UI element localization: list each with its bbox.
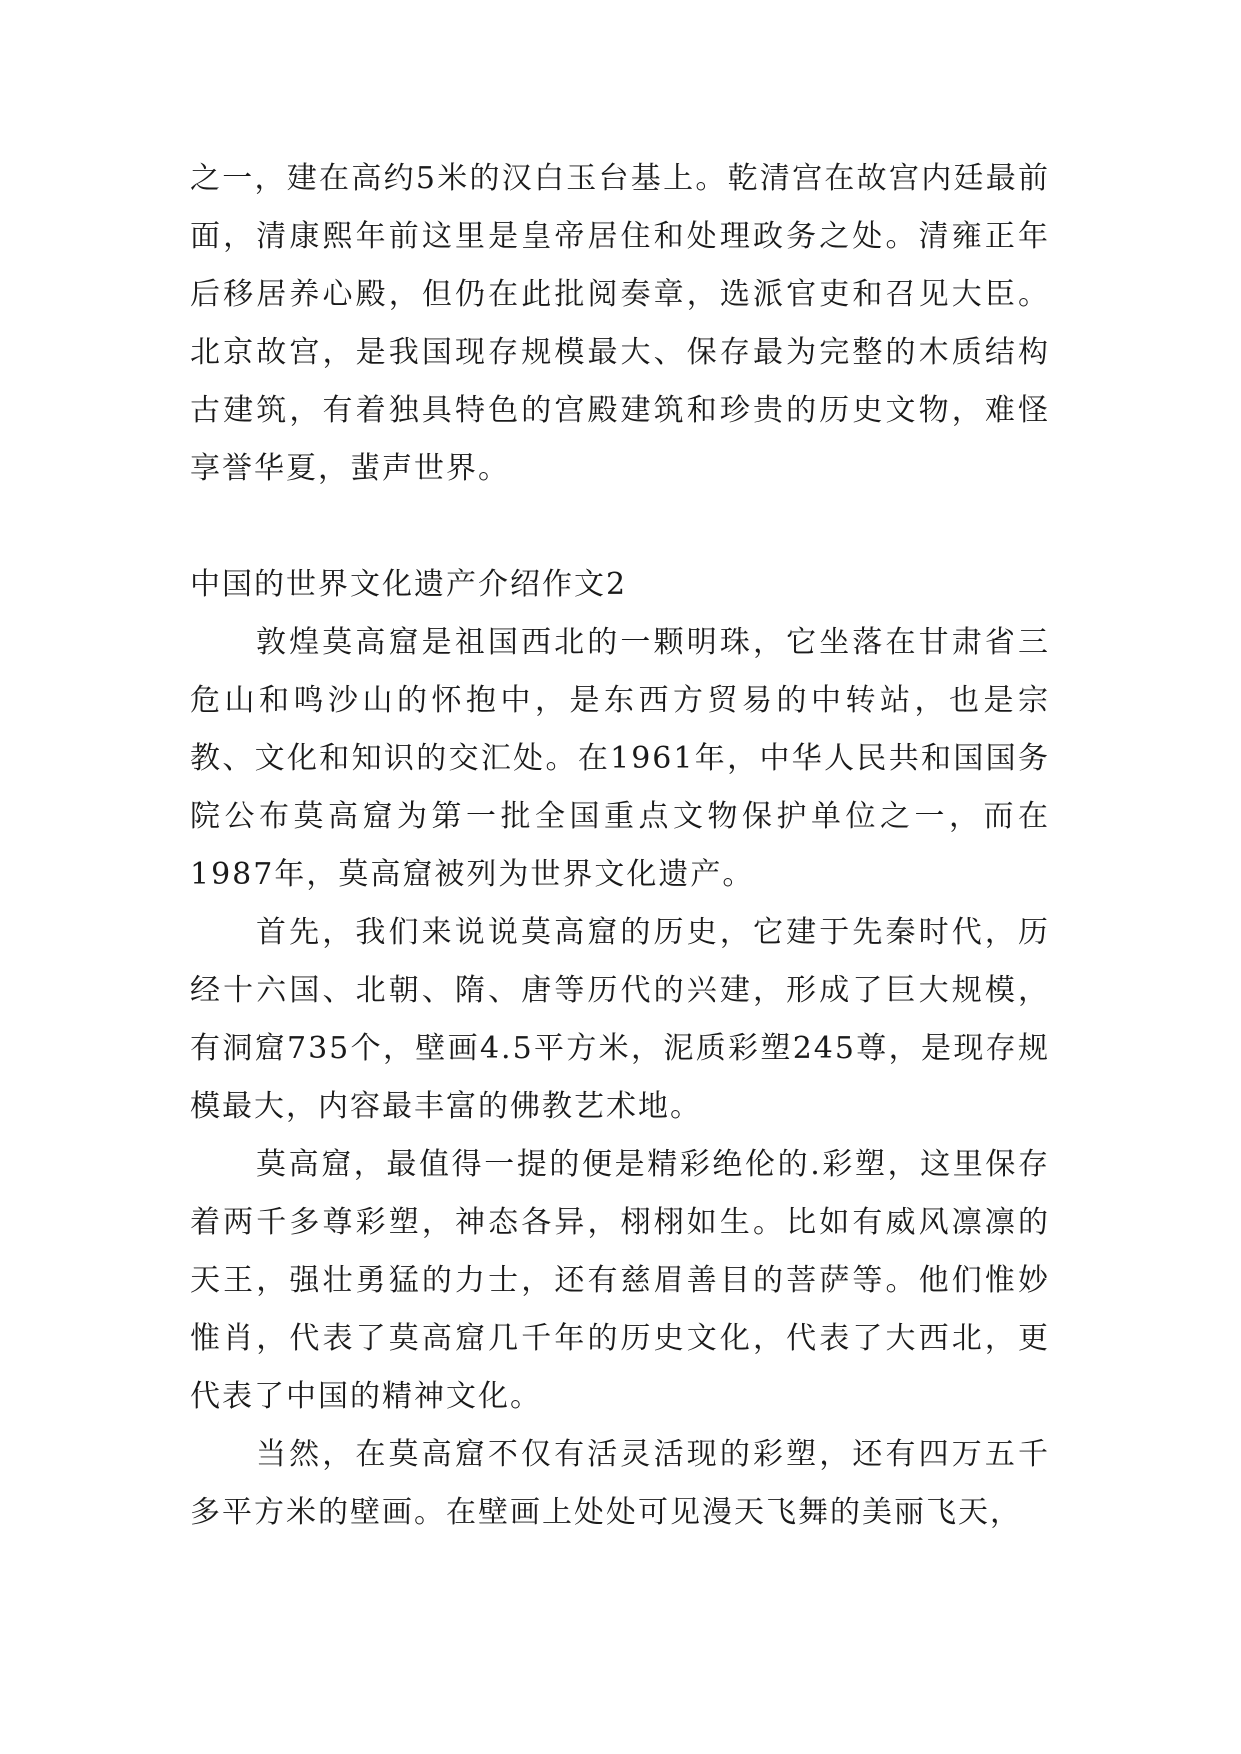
body-paragraph: 首先，我们来说说莫高窟的历史，它建于先秦时代，历经十六国、北朝、隋、唐等历代的兴建，形成了巨大规模，有洞窟735个，壁画4.5平方米，泥质彩塑245尊，是现存规模最大，内容最丰富的佛教艺术地。 xyxy=(190,915,1050,1124)
document-body xyxy=(190,150,1050,1542)
body-paragraph: 当然，在莫高窟不仅有活灵活现的彩塑，还有四万五千多平方米的壁画。在壁画上处处可见漫天飞舞的美丽飞天， xyxy=(190,1437,1050,1530)
body-paragraph: 敦煌莫高窟是祖国西北的一颗明珠，它坐落在甘肃省三危山和鸣沙山的怀抱中，是东西方贸易的中转站，也是宗教、文化和知识的交汇处。在1961年，中华人民共和国国务院公布莫高窟为第一批全国重点文物保护单位之一，而在1987年，莫高窟被列为世界文化遗产。 xyxy=(190,625,1050,892)
section-heading: 中国的世界文化遗产介绍作文2 xyxy=(190,567,628,602)
continuation-paragraph: 之一，建在高约5米的汉白玉台基上。乾清宫在故宫内廷最前面，清康熙年前这里是皇帝居住和处理政务之处。清雍正年后移居养心殿，但仍在此批阅奏章，选派官吏和召见大臣。北京故宫，是我国现存规模最大、保存最为完整的木质结构古建筑，有着独具特色的宫殿建筑和珍贵的历史文物，难怪享誉华夏，蜚声世界。 xyxy=(190,161,1050,486)
body-paragraph: 莫高窟，最值得一提的便是精彩绝伦的.彩塑，这里保存着两千多尊彩塑，神态各异，栩栩如生。比如有威风凛凛的天王，强壮勇猛的力士，还有慈眉善目的菩萨等。他们惟妙惟肖，代表了莫高窟几千年的历史文化，代表了大西北，更代表了中国的精神文化。 xyxy=(190,1147,1050,1414)
